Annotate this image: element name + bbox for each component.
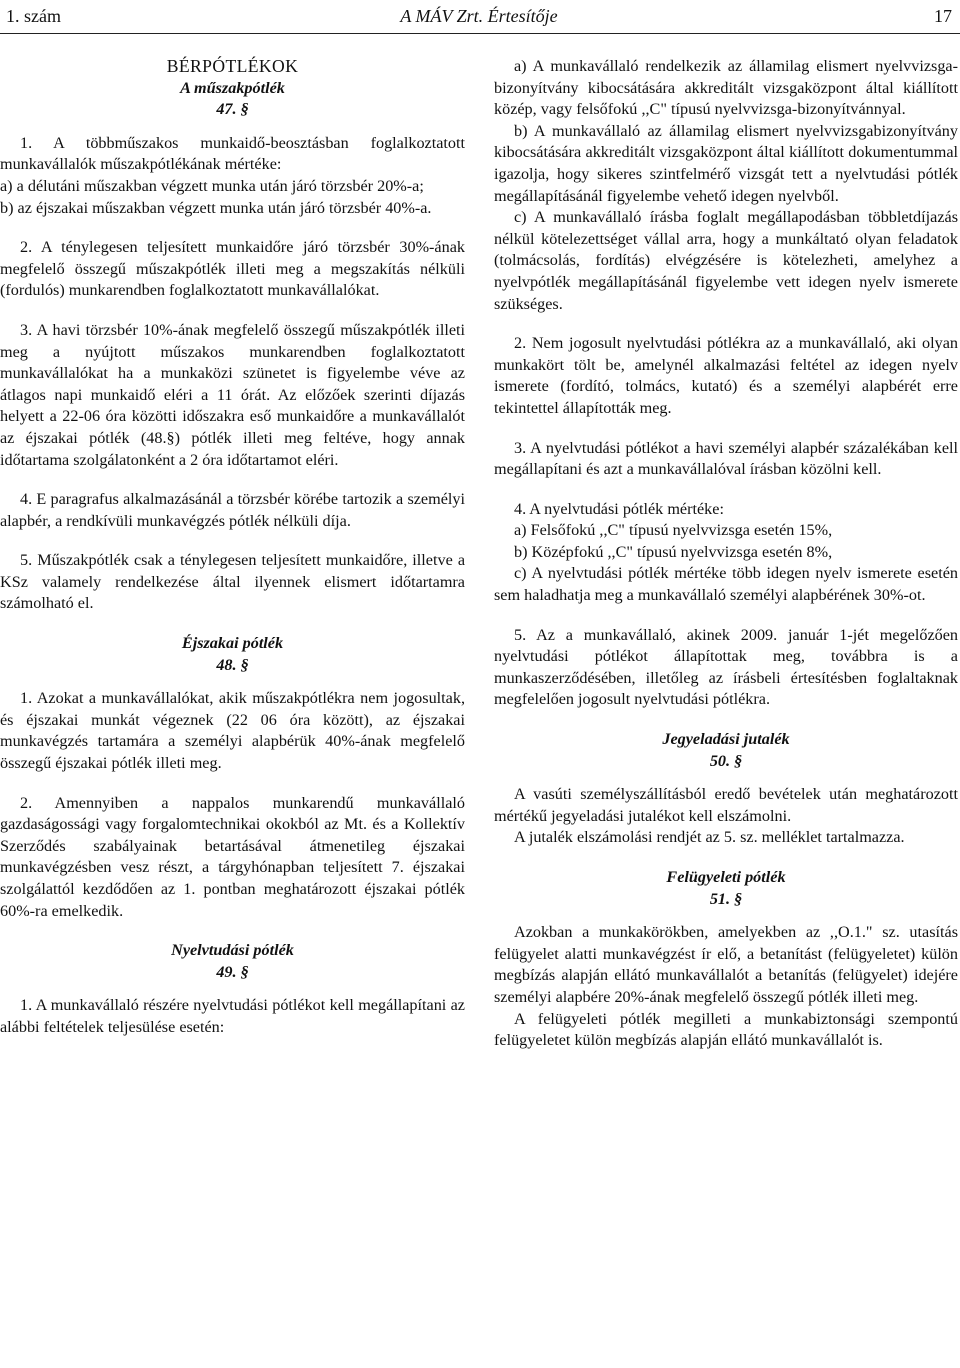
left-column (0, 56, 465, 1039)
header-rule (0, 33, 960, 34)
paragraph-48-1: 1. Azokat a munkavállalókat, akik műszakpótlékra nem jogosultak, és éjszakai munkát végeznek (22 06 óra között), az éjszakai munkavégzés tartamára a személyi alapbérük 40%-ának megfelelő összegű éjszakai pótlék illeti meg. (0, 689, 465, 773)
section-title-49: Nyelvtudási pótlék (171, 941, 294, 960)
paragraph-50-2: A jutalék elszámolási rendjét az 5. sz. melléklet tartalmazza. (514, 828, 905, 847)
issue-number: 1. szám (6, 6, 61, 26)
section-number-50: 50. § (709, 751, 743, 770)
paragraph-49-4: 4. A nyelvtudási pótlék mértéke: (514, 499, 724, 518)
paragraph-50-1: A vasúti személyszállításból eredő bevételek után meghatározott mértékű jegyeladási jutalékot kell elszámolni. (494, 785, 958, 825)
paragraph-49-4c: c) A nyelvtudási pótlék mértéke több idegen nyelv ismerete esetén sem haladhatja meg a munkavállaló személyi alapbérének 30%-ot. (494, 564, 958, 605)
section-number-48: 48. § (216, 655, 249, 674)
section-number-47: 47. § (216, 100, 249, 119)
paragraph-49-1a: a) A munkavállaló rendelkezik az államilag elismert nyelvvizsga-bizonyítvány kibocsátására akkreditált vizsgaközpont által kiállított közép, vagy felsőfokú ,,C" típusú nyelvvizsga-bizonyítvánnyal. (494, 57, 958, 119)
paragraph-49-5: 5. Az a munkavállaló, akinek 2009. január 1-jét megelőzően nyelvtudási pótlékot állapítottak meg, továbbra is a munkaszerződésében, illetőleg az írásbeli értesítésben foglaltaknak megfelelően jogosult nyelvtudási pótlékra. (494, 625, 958, 709)
paragraph-47-5: 5. Műszakpótlék csak a ténylegesen teljesített munkaidőre, illetve a KSz valamely rendelkezése által ilyennek elismert időtartamra számolható el. (0, 551, 465, 613)
paragraph-47-1a: a) a délutáni műszakban végzett munka után járó törzsbér 20%-a; (0, 176, 424, 195)
section-title-47: A műszakpótlék (180, 78, 285, 97)
page-number: 17 (934, 6, 952, 26)
paragraph-47-1b: b) az éjszakai műszakban végzett munka után járó törzsbér 40%-a. (0, 198, 432, 217)
publication-title: A MÁV Zrt. Értesítője (400, 6, 558, 26)
paragraph-49-4a: a) Felsőfokú ,,C" típusú nyelvvizsga esetén 15%, (514, 521, 833, 540)
paragraph-51-1: Azokban a munkakörökben, amelyekben az ,,O.1." sz. utasítás felügyelet alatti munkavégzést ír elő, a betanítást (felügyeletet) külön megbízás alapján ellátó munkavállalót a betanítás (felügyelet) idejére személyi alapbére 20%-ának megfelelő összegű pótlék illeti meg. (494, 923, 958, 1006)
section-title-48: Éjszakai pótlék (181, 634, 284, 653)
paragraph-49-3: 3. A nyelvtudási pótlékot a havi személyi alapbér százalékában kell megállapítani és azt a munkavállalóval írásban közölni kell. (494, 438, 958, 479)
paragraph-47-2: 2. A ténylegesen teljesített munkaidőre járó törzsbér 30%-ának megfelelő összegű műszakpótlék illeti meg a megszakítás nélküli (fordulós) munkarendben foglalkoztatott munkavállalókat. (0, 238, 465, 300)
right-column (494, 56, 958, 1052)
paragraph-49-1: 1. A munkavállaló részére nyelvtudási pótlékot kell megállapítani az alábbi feltételek teljesülése esetén: (0, 996, 465, 1036)
paragraph-49-1c: c) A munkavállaló írásba foglalt megállapodásban többletdíjazás nélkül kötelezettséget vállal arra, hogy a munkáltató olyan feladatok (tolmácsolás, fordítás) elvégzésére is kötelezheti, amelyhez a nyelvpótlék megállapításánál figyelembe vett idegen nyelv ismerete szükséges. (494, 208, 958, 313)
paragraph-47-3: 3. A havi törzsbér 10%-ának megfelelő összegű műszakpótlék illeti meg a nyújtott műszakos munkarendben foglalkoztatott munkavállalókat ha a munkaközi szünetet is figyelembe véve az átlagos napi munkaidő eléri a 11 órát. Az előzőek szerinti díjazás helyett a 22-06 óra közötti időszakra eső munkaidőre a munkavállalót az éjszakai pótlék (48.§) pótlék illeti meg feltéve, hogy annak időtartama szolgálatonként a 2 óra időtartamot eléri. (0, 320, 465, 469)
paragraph-47-4: 4. E paragrafus alkalmazásánál a törzsbér körébe tartozik a személyi alapbér, a rendkívüli munkavégzés pótlék nélküli díja. (0, 490, 465, 530)
running-header (6, 3, 952, 29)
section-number-51: 51. § (709, 889, 743, 908)
paragraph-49-2: 2. Nem jogosult nyelvtudási pótlékra az a munkavállaló, aki olyan munkakört tölt be, amelynél alkalmazási feltétel az idegen nyelv ismerete (fordító, tolmács, kutató) és a személyi alapbérét erre tekintettel állapították meg. (494, 334, 958, 417)
section-title-51: Felügyeleti pótlék (666, 868, 786, 886)
chapter-heading: BÉRPÓTLÉKOK (166, 56, 299, 76)
paragraph-47-1: 1. A többműszakos munkaidő-beosztásban foglalkoztatott munkavállalók műszakpótlékának mértéke: (0, 133, 465, 174)
section-title-50: Jegyeladási jutalék (662, 730, 790, 749)
paragraph-51-2: A felügyeleti pótlék megilleti a munkabiztonsági szempontú felügyeletet külön megbízás alapján ellátó munkavállalót is. (494, 1009, 958, 1050)
paragraph-49-1b: b) A munkavállaló az államilag elismert nyelvvizsgabizonyítvány kibocsátására akkreditált vizsgaközpont által kiállított dokumentummal igazolja, hogy sikeres szintfelmérő vizsgát tett a nyelvtudási pótlék megállapításánál figyelembe vehető idegen nyelvből. (494, 121, 958, 205)
paragraph-49-4b: b) Középfokú ,,C" típusú nyelvvizsga esetén 8%, (514, 542, 833, 561)
section-number-49: 49. § (216, 962, 249, 981)
paragraph-48-2: 2. Amennyiben a nappalos munkarendű munkavállaló gazdaságossági vagy forgalomtechnikai okokból az Mt. és a Kollektív Szerződés szabályainak betartásával átmenetileg éjszakai munkavégzésben vesz részt, a tárgyhónapban teljesített 7. éjszakai szolgálattól kezdődően az 1. pontban meghatározott éjszakai pótlék 60%-ra emelkedik. (0, 793, 465, 920)
